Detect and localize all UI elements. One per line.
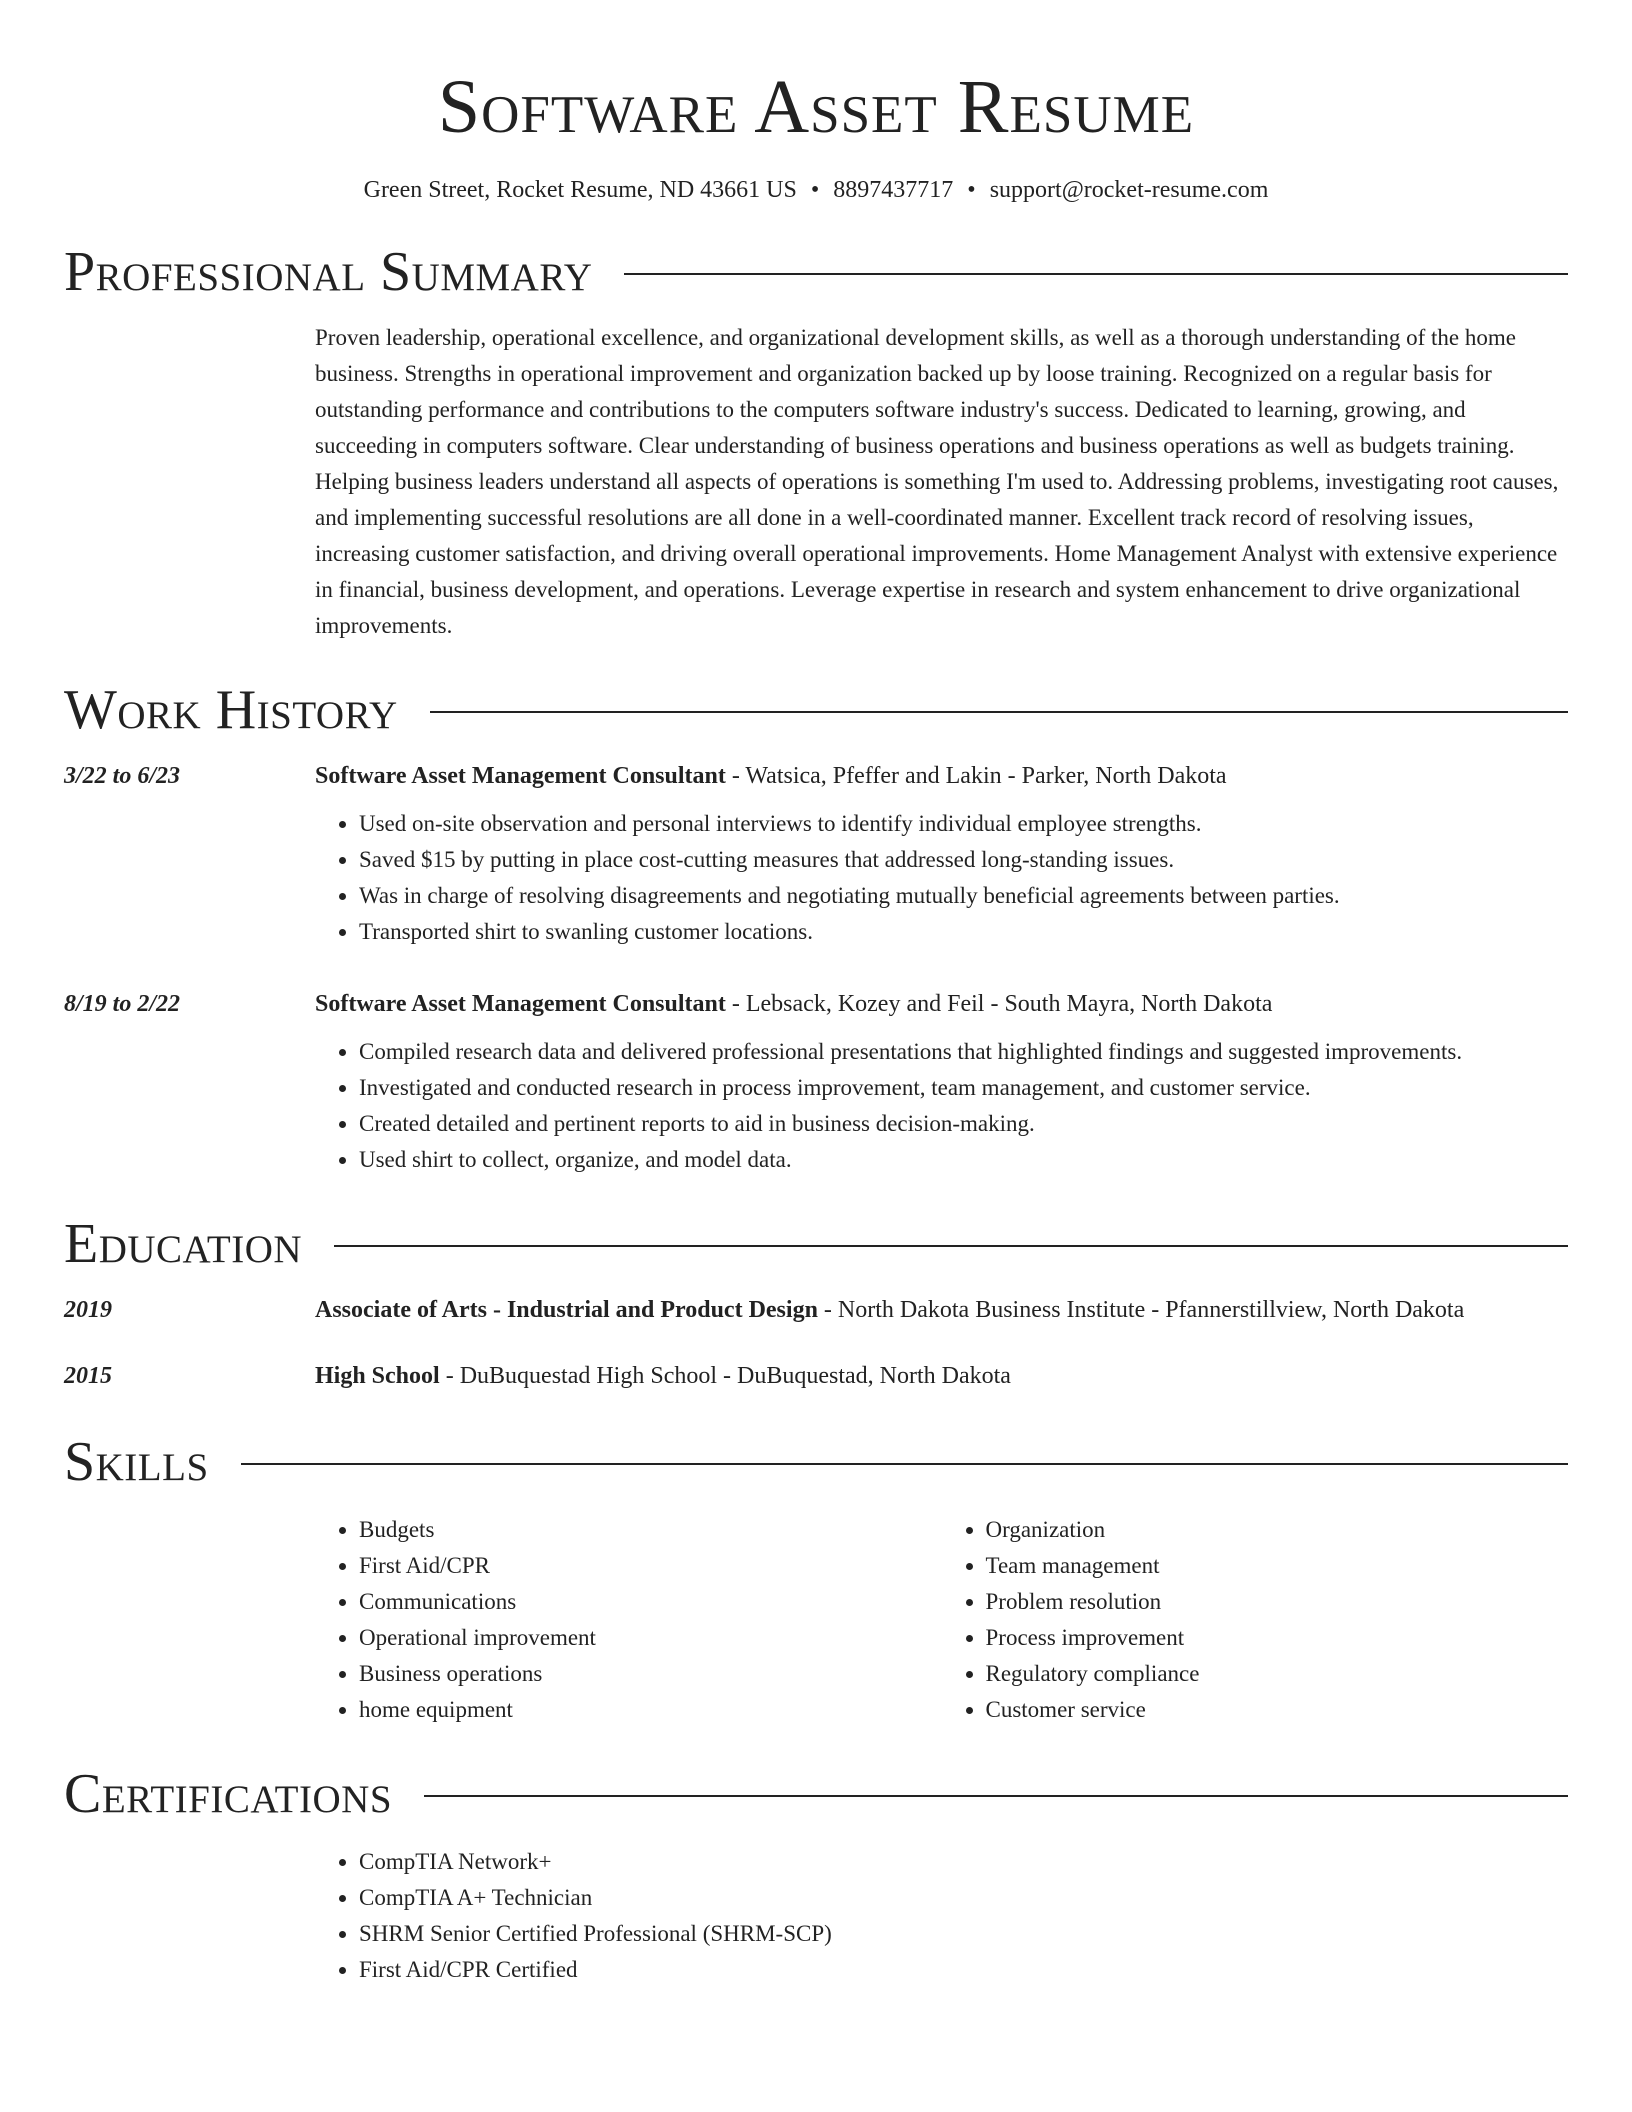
job-heading <box>315 756 1568 796</box>
section-header-summary <box>64 240 1568 304</box>
certifications-items <box>315 1844 1568 1988</box>
section-header-skills <box>64 1430 1568 1494</box>
job-title: Software Asset Management Consultant <box>315 991 726 1017</box>
section-divider <box>430 711 1568 713</box>
job-employer: - Watsica, Pfeffer and Lakin - Parker, North Dakota <box>725 763 1227 789</box>
education-school: - North Dakota Business Institute - Pfannerstillview, North Dakota <box>817 1297 1465 1323</box>
skill-item: • Process improvement <box>986 1620 1569 1656</box>
contact-separator: • <box>967 177 976 203</box>
skills-list <box>315 1512 1568 1728</box>
job-entry <box>64 756 1568 950</box>
skill-item: • Operational improvement <box>359 1620 942 1656</box>
job-bullet: • Transported shirt to swanling customer locations. <box>359 914 1568 950</box>
job-heading <box>315 984 1568 1024</box>
skill-item: • Organization <box>986 1512 1569 1548</box>
education-details <box>315 1356 1568 1396</box>
certification-item: • First Aid/CPR Certified <box>359 1952 1568 1988</box>
contact-phone: 8897437717 <box>833 177 954 203</box>
section-divider <box>241 1463 1568 1465</box>
skill-item: • First Aid/CPR <box>359 1548 942 1584</box>
section-title-summary: Professional Summary <box>64 241 593 303</box>
job-bullet: • Used shirt to collect, organize, and model data. <box>359 1142 1568 1178</box>
job-dates: 3/22 to 6/23 <box>64 763 181 789</box>
section-divider <box>334 1245 1568 1247</box>
certification-item: • CompTIA Network+ <box>359 1844 1568 1880</box>
skill-item: • Budgets <box>359 1512 942 1548</box>
education-degree: Associate of Arts - Industrial and Product Design <box>315 1297 818 1323</box>
section-title-education: Education <box>64 1213 303 1275</box>
job-bullet: • Compiled research data and delivered professional presentations that highlighted findings and suggested improvements. <box>359 1034 1568 1070</box>
certification-item: • SHRM Senior Certified Professional (SHRM-SCP) <box>359 1916 1568 1952</box>
education-year: 2019 <box>64 1297 112 1323</box>
skill-item: • Team management <box>986 1548 1569 1584</box>
skill-item: • Business operations <box>359 1656 942 1692</box>
job-bullets <box>315 1034 1568 1178</box>
skill-item: • Communications <box>359 1584 942 1620</box>
section-title-work: Work History <box>64 679 398 741</box>
job-bullet: • Created detailed and pertinent reports to aid in business decision-making. <box>359 1106 1568 1142</box>
skill-item: • home equipment <box>359 1692 942 1728</box>
job-bullet: • Saved $15 by putting in place cost-cutting measures that addressed long-standing issues. <box>359 842 1568 878</box>
skill-item: • Regulatory compliance <box>986 1656 1569 1692</box>
resume-page <box>64 0 1568 1988</box>
job-dates: 8/19 to 2/22 <box>64 991 181 1017</box>
job-bullets <box>315 806 1568 950</box>
contact-address: Green Street, Rocket Resume, ND 43661 US <box>363 177 797 203</box>
section-title-skills: Skills <box>64 1431 209 1493</box>
education-details <box>315 1290 1568 1330</box>
contact-line <box>64 174 1568 206</box>
section-header-education <box>64 1212 1568 1276</box>
job-title: Software Asset Management Consultant <box>315 763 726 789</box>
section-header-certifications <box>64 1762 1568 1826</box>
section-header-work <box>64 678 1568 742</box>
summary-text: Proven leadership, operational excellence, and organizational development skills, as well as a thorough understanding of the home business. Strengths in operational improvement and organization backed up by loose training. Recognized on a regular basis for outstanding performance and contributions to the computers software industry's success. Dedicated to learning, growing, and succeeding in computers software. Clear understanding of business operations and business operations as well as budgets training. Helping business leaders understand all aspects of operations is something I'm used to. Addressing problems, investigating root causes, and implementing successful resolutions are all done in a well-coordinated manner. Excellent track record of resolving issues, increasing customer satisfaction, and driving overall operational improvements. Home Management Analyst with extensive experience in financial, business development, and operations. Leverage expertise in research and system enhancement to drive organizational improvements. <box>315 325 1559 638</box>
education-entry <box>64 1356 1568 1396</box>
job-bullet: • Used on-site observation and personal interviews to identify individual employee strengths. <box>359 806 1568 842</box>
section-divider <box>424 1795 1568 1797</box>
education-year: 2015 <box>64 1363 112 1389</box>
job-employer: - Lebsack, Kozey and Feil - South Mayra, North Dakota <box>725 991 1273 1017</box>
education-degree: High School <box>315 1363 440 1389</box>
certifications-list <box>315 1844 1568 1988</box>
skill-item: • Customer service <box>986 1692 1569 1728</box>
skill-item: • Problem resolution <box>986 1584 1569 1620</box>
skills-column-left <box>315 1512 942 1728</box>
job-bullet: • Was in charge of resolving disagreements and negotiating mutually beneficial agreements between parties. <box>359 878 1568 914</box>
contact-separator: • <box>810 177 820 203</box>
job-entry <box>64 984 1568 1178</box>
education-school: - DuBuquestad High School - DuBuquestad, North Dakota <box>439 1363 1011 1389</box>
education-entry <box>64 1290 1568 1330</box>
certification-item: • CompTIA A+ Technician <box>359 1880 1568 1916</box>
skills-column-right <box>942 1512 1569 1728</box>
job-bullet: • Investigated and conducted research in process improvement, team management, and customer service. <box>359 1070 1568 1106</box>
resume-title: Software Asset Resume <box>437 65 1195 149</box>
contact-email: support@rocket-resume.com <box>989 177 1269 203</box>
section-divider <box>624 273 1568 275</box>
section-title-certifications: Certifications <box>64 1763 393 1825</box>
